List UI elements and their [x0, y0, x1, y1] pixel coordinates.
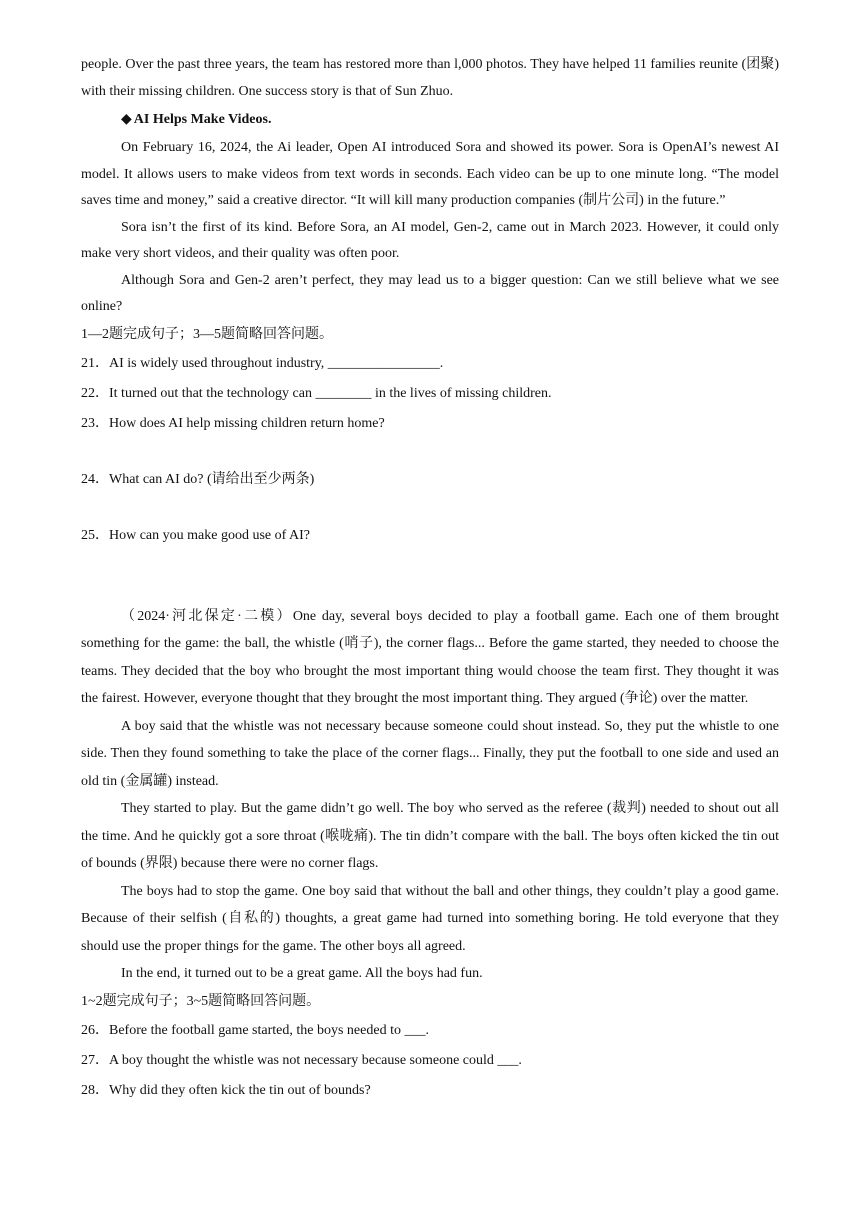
passage2-paragraph-3: They started to play. But the game didn’t go well. The boy who served as the referee (裁判) needed to shout out all the time. And he quickly got a sore throat (喉咙痛). The tin didn’t compare with the ball. The boys often kicked the tin out of bounds (界限) because there were no corner flags.: [81, 801, 779, 871]
passage2-source: （2024·河北保定·二模）: [121, 608, 293, 624]
questions2-instruction: 1~2题完成句子；3~5题简略回答问题。: [81, 993, 321, 1009]
question-27: 27．A boy thought the whistle was not necessary because someone could ___.: [81, 1052, 522, 1068]
answer-space: [81, 495, 779, 521]
question-23: 23．How does AI help missing children return home?: [81, 415, 385, 431]
passage1-paragraph-1: On February 16, 2024, the Ai leader, Open AI introduced Sora and showed its power. Sora is OpenAI’s newest AI model. It allows users to make videos from text words in seconds. Each video can be up to one minute long. “The model saves time and money,” said a creative director. “It will kill many production companies (制片公司) in the future.”: [81, 140, 779, 208]
passage1-paragraph-2: Sora isn’t the first of its kind. Before Sora, an AI model, Gen-2, came out in March 2023. However, it could only make very short videos, and their quality was often poor.: [81, 219, 779, 261]
passage2-paragraph-1-text: One day, several boys decided to play a football game. Each one of them brought something for the game: the ball, the whistle (哨子), the corner flags... Before the game started, they needed to choose the teams. They decided that the boy who brought the most important thing would choose the team first. They thought it was the fairest. However, everyone thought that they brought the most important thing. They argued (争论) over the matter.: [81, 608, 779, 706]
answer-space: [81, 551, 779, 603]
question-28: 28．Why did they often kick the tin out of bounds?: [81, 1082, 371, 1098]
diamond-bullet-icon: ◆: [121, 112, 132, 127]
passage1-continuation: people. Over the past three years, the team has restored more than l,000 photos. They have helped 11 families reunite (团聚) with their missing children. One success story is that of Sun Zhuo.: [81, 57, 779, 99]
question-21: 21．AI is widely used throughout industry, ________________.: [81, 355, 444, 371]
question-22: 22．It turned out that the technology can ________ in the lives of missing children.: [81, 385, 552, 401]
answer-space: [81, 439, 779, 465]
questions1-instruction: 1—2题完成句子；3—5题简略回答问题。: [81, 326, 333, 342]
passage2-paragraph-4: The boys had to stop the game. One boy said that without the ball and other things, they couldn’t play a good game. Because of their selfish (自私的) thoughts, a great game had turned into something boring. He told everyone that they should use the proper things for the game. The other boys all agreed.: [81, 883, 779, 954]
question-25: 25．How can you make good use of AI?: [81, 527, 311, 543]
section-heading: [81, 105, 779, 135]
passage1-paragraph-3: Although Sora and Gen-2 aren’t perfect, they may lead us to a bigger question: Can we still believe what we see online?: [81, 272, 779, 314]
passage2-paragraph-2: A boy said that the whistle was not necessary because someone could shout instead. So, they put the whistle to one side. Then they found something to take the place of the corner flags... Finally, they put the football to one side and used an old tin (金属罐) instead.: [81, 718, 779, 789]
question-26: 26．Before the football game started, the boys needed to ___.: [81, 1022, 429, 1038]
document-page: [81, 52, 779, 1106]
passage2-paragraph-1: [81, 603, 779, 713]
passage2-paragraph-5: In the end, it turned out to be a great game. All the boys had fun.: [121, 966, 483, 981]
section-heading-text: AI Helps Make Videos.: [133, 112, 272, 127]
question-24: 24．What can AI do? (请给出至少两条): [81, 471, 315, 487]
